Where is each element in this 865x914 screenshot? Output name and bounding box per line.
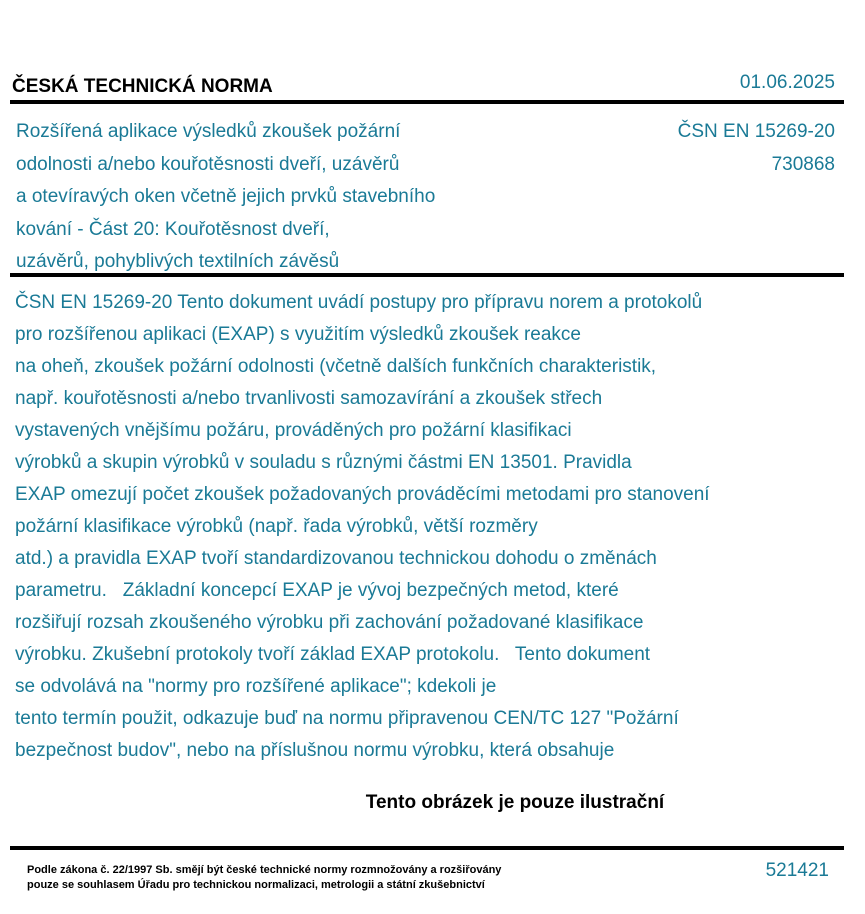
standard-title (16, 116, 576, 279)
abstract-line: EXAP omezují počet zkoušek požadovaných prováděcími metodami pro stanovení (15, 484, 710, 505)
abstract-line: výrobků a skupin výrobků v souladu s různými částmi EN 13501. Pravidla (15, 452, 632, 473)
abstract-line: atd.) a pravidla EXAP tvoří standardizovanou technickou dohodu o změnách (15, 548, 657, 569)
abstract (15, 287, 845, 767)
standard-title-line: kování - Část 20: Kouřotěsnost dveří, (16, 218, 330, 240)
footer-code: 521421 (765, 860, 829, 881)
abstract-line: se odvolává na "normy pro rozšířené aplikace"; kdekoli je (15, 676, 497, 697)
document-date: 01.06.2025 (739, 72, 835, 93)
header-divider (10, 100, 844, 104)
classification-code: 730868 (771, 153, 835, 175)
footer-legal-line: Podle zákona č. 22/1997 Sb. smějí být české technické normy rozmnožovány a rozšiřovány (27, 864, 502, 876)
abstract-line: např. kouřotěsnosti a/nebo trvanlivosti samozavírání a zkoušek střech (15, 388, 603, 409)
abstract-line: na oheň, zkoušek požární odolnosti (včetně dalších funkčních charakteristik, (15, 356, 657, 377)
standard-designation: ČSN EN 15269-20 (677, 121, 835, 142)
illustration-note: Tento obrázek je pouze ilustrační (365, 792, 665, 813)
abstract-line: požární klasifikace výrobků (např. řada výrobků, větší rozměry (15, 516, 538, 537)
standard-title-line: a otevíravých oken včetně jejich prvků stavebního (16, 186, 436, 207)
document-header-title: ČESKÁ TECHNICKÁ NORMA (12, 76, 273, 97)
abstract-line: parametru. Základní koncepcí EXAP je vývoj bezpečných metod, které (15, 580, 619, 601)
title-divider (10, 273, 844, 277)
standard-title-line: uzávěrů, pohyblivých textilních závěsů (16, 251, 340, 272)
abstract-line: vystavených vnějšímu požáru, prováděných pro požární klasifikaci (15, 420, 572, 441)
standard-codes (678, 116, 835, 181)
abstract-line: výrobku. Zkušební protokoly tvoří základ EXAP protokolu. Tento dokument (15, 644, 651, 665)
footer-divider (10, 846, 844, 850)
abstract-line: ČSN EN 15269-20 Tento dokument uvádí postupy pro přípravu norem a protokolů (15, 292, 703, 313)
footer-legal-notice (27, 863, 501, 893)
abstract-line: rozšiřují rozsah zkoušeného výrobku při zachování požadované klasifikace (15, 612, 644, 633)
abstract-line: tento termín použit, odkazuje buď na normu připravenou CEN/TC 127 "Požární (15, 708, 679, 729)
abstract-line: bezpečnost budov", nebo na příslušnou normu výrobku, která obsahuje (15, 740, 615, 761)
footer-legal-line: pouze se souhlasem Úřadu pro technickou normalizaci, metrologii a státní zkušebnictví (27, 879, 485, 891)
abstract-line: pro rozšířenou aplikaci (EXAP) s využitím výsledků zkoušek reakce (15, 324, 581, 345)
standard-title-line: odolnosti a/nebo kouřotěsnosti dveří, uzávěrů (16, 153, 400, 175)
standard-title-line: Rozšířená aplikace výsledků zkoušek požární (16, 121, 401, 142)
